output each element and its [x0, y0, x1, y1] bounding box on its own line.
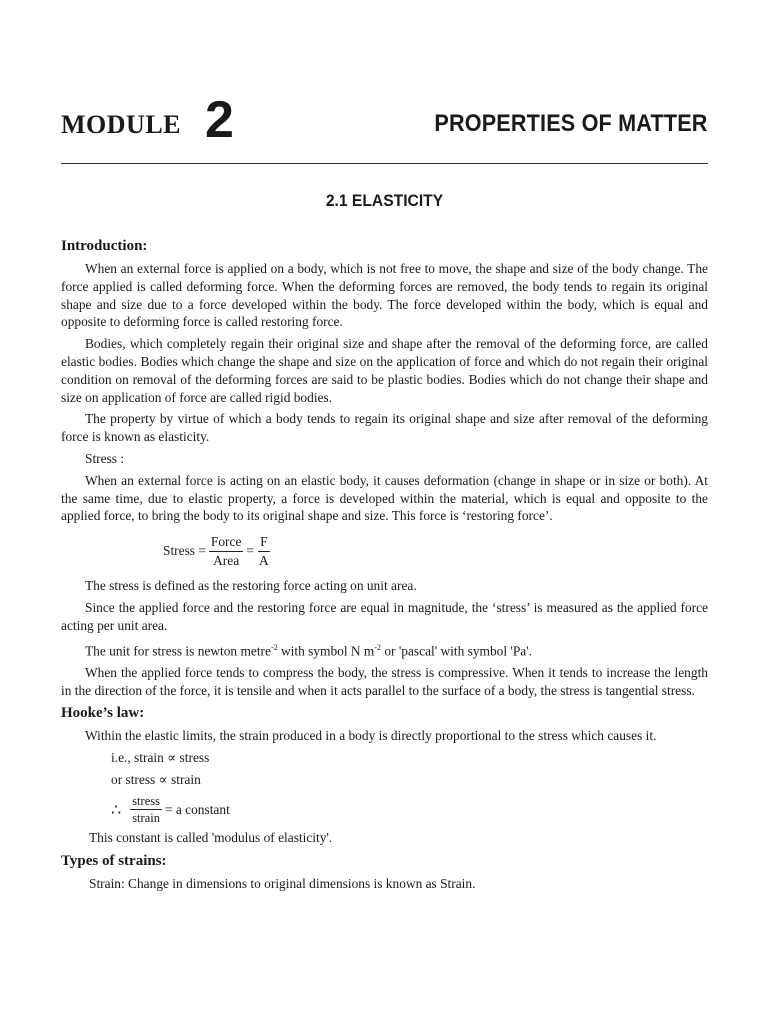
- hookes-law-heading: Hooke’s law:: [61, 705, 145, 722]
- fraction-numerator: Force: [209, 534, 244, 552]
- force-area-fraction: [209, 534, 244, 569]
- fraction-denominator: Area: [213, 552, 240, 568]
- types-of-strains-heading: Types of strains:: [61, 852, 167, 869]
- fraction-numerator: stress: [132, 794, 160, 809]
- section-title: 2.1 ELASTICITY: [325, 191, 444, 210]
- stress-measure-paragraph: Since the applied force and the restoring force are equal in magnitude, the ‘stress’ is measured as the applied force acting per unit area.: [61, 599, 708, 633]
- module-header: [61, 91, 708, 154]
- modulus-statement: This constant is called 'modulus of elasticity'.: [89, 829, 333, 845]
- fraction-denominator: strain: [132, 811, 160, 826]
- stress-label: Stress :: [85, 450, 125, 466]
- strain-definition: Strain: Change in dimensions to original dimensions is known as Strain.: [89, 875, 476, 891]
- stress-unit-line: The unit for stress is newton metre$^{-2}$ with symbol N $m^{-2}$ or 'pascal' with symbol 'Pa'.: [85, 642, 532, 659]
- f-a-fraction: [257, 534, 271, 569]
- intro-paragraph-4: When an external force is acting on an elastic body, it causes deformation (change in shape or in size or both). At the same time, due to elastic property, a force is developed within the material, which is equal and opposite to the applied force, to bring the body to its original shape and size. This force is ‘restoring force’.: [61, 472, 708, 524]
- therefore-symbol: ∴: [111, 801, 122, 819]
- stress-types-paragraph: When the applied force tends to compress the body, the stress is compressive. When it tends to increase the length in the direction of the force, it is tensile and when it acts parallel to the surface of a body, the stress is tangential stress.: [61, 664, 708, 698]
- intro-paragraph-2: Bodies, which completely regain their original size and shape after the removal of the deforming force, are called elastic bodies. Bodies which change the shape and size on the application of force and which do not regain their original condition on removal of the deforming forces are said to be plastic bodies. Bodies which do not change their shape and size on application of force are called rigid bodies.: [61, 336, 708, 405]
- module-label: MODULE: [61, 110, 181, 139]
- module-title: PROPERTIES OF MATTER: [434, 110, 708, 137]
- header-divider: [61, 163, 708, 164]
- formula-rhs: = a constant: [164, 801, 230, 817]
- stress-formula: [163, 531, 708, 571]
- stress-strain-fraction: [130, 794, 162, 825]
- content-body: [61, 238, 708, 896]
- intro-paragraph-3: The property by virtue of which a body tends to regain its original shape and size after removal of the deforming force is known as elasticity.: [61, 411, 708, 445]
- fraction-numerator: F: [258, 534, 269, 552]
- formula-equals: =: [246, 543, 254, 559]
- proportional-line-1: i.e., strain ∝ stress: [111, 750, 210, 766]
- stress-definition: The stress is defined as the restoring force acting on unit area.: [85, 578, 417, 594]
- intro-paragraph-1: When an external force is applied on a body, which is not free to move, the shape and size of the body change. The force applied is called deforming force. When the deforming forces are removed, the body tends to regain its original shape and size due to a force developed within the body. The force developed within the body, which is equal and opposite to deforming force is called restoring force.: [61, 261, 708, 330]
- formula-lhs: Stress =: [163, 543, 206, 559]
- modulus-formula: [111, 793, 708, 827]
- introduction-heading: Introduction:: [61, 238, 148, 254]
- proportional-line-2: or stress ∝ strain: [111, 772, 201, 787]
- hookes-law-paragraph: Within the elastic limits, the strain produced in a body is directly proportional to the stress which causes it.: [85, 728, 657, 744]
- module-number: 2: [205, 91, 234, 149]
- fraction-denominator: A: [258, 552, 269, 568]
